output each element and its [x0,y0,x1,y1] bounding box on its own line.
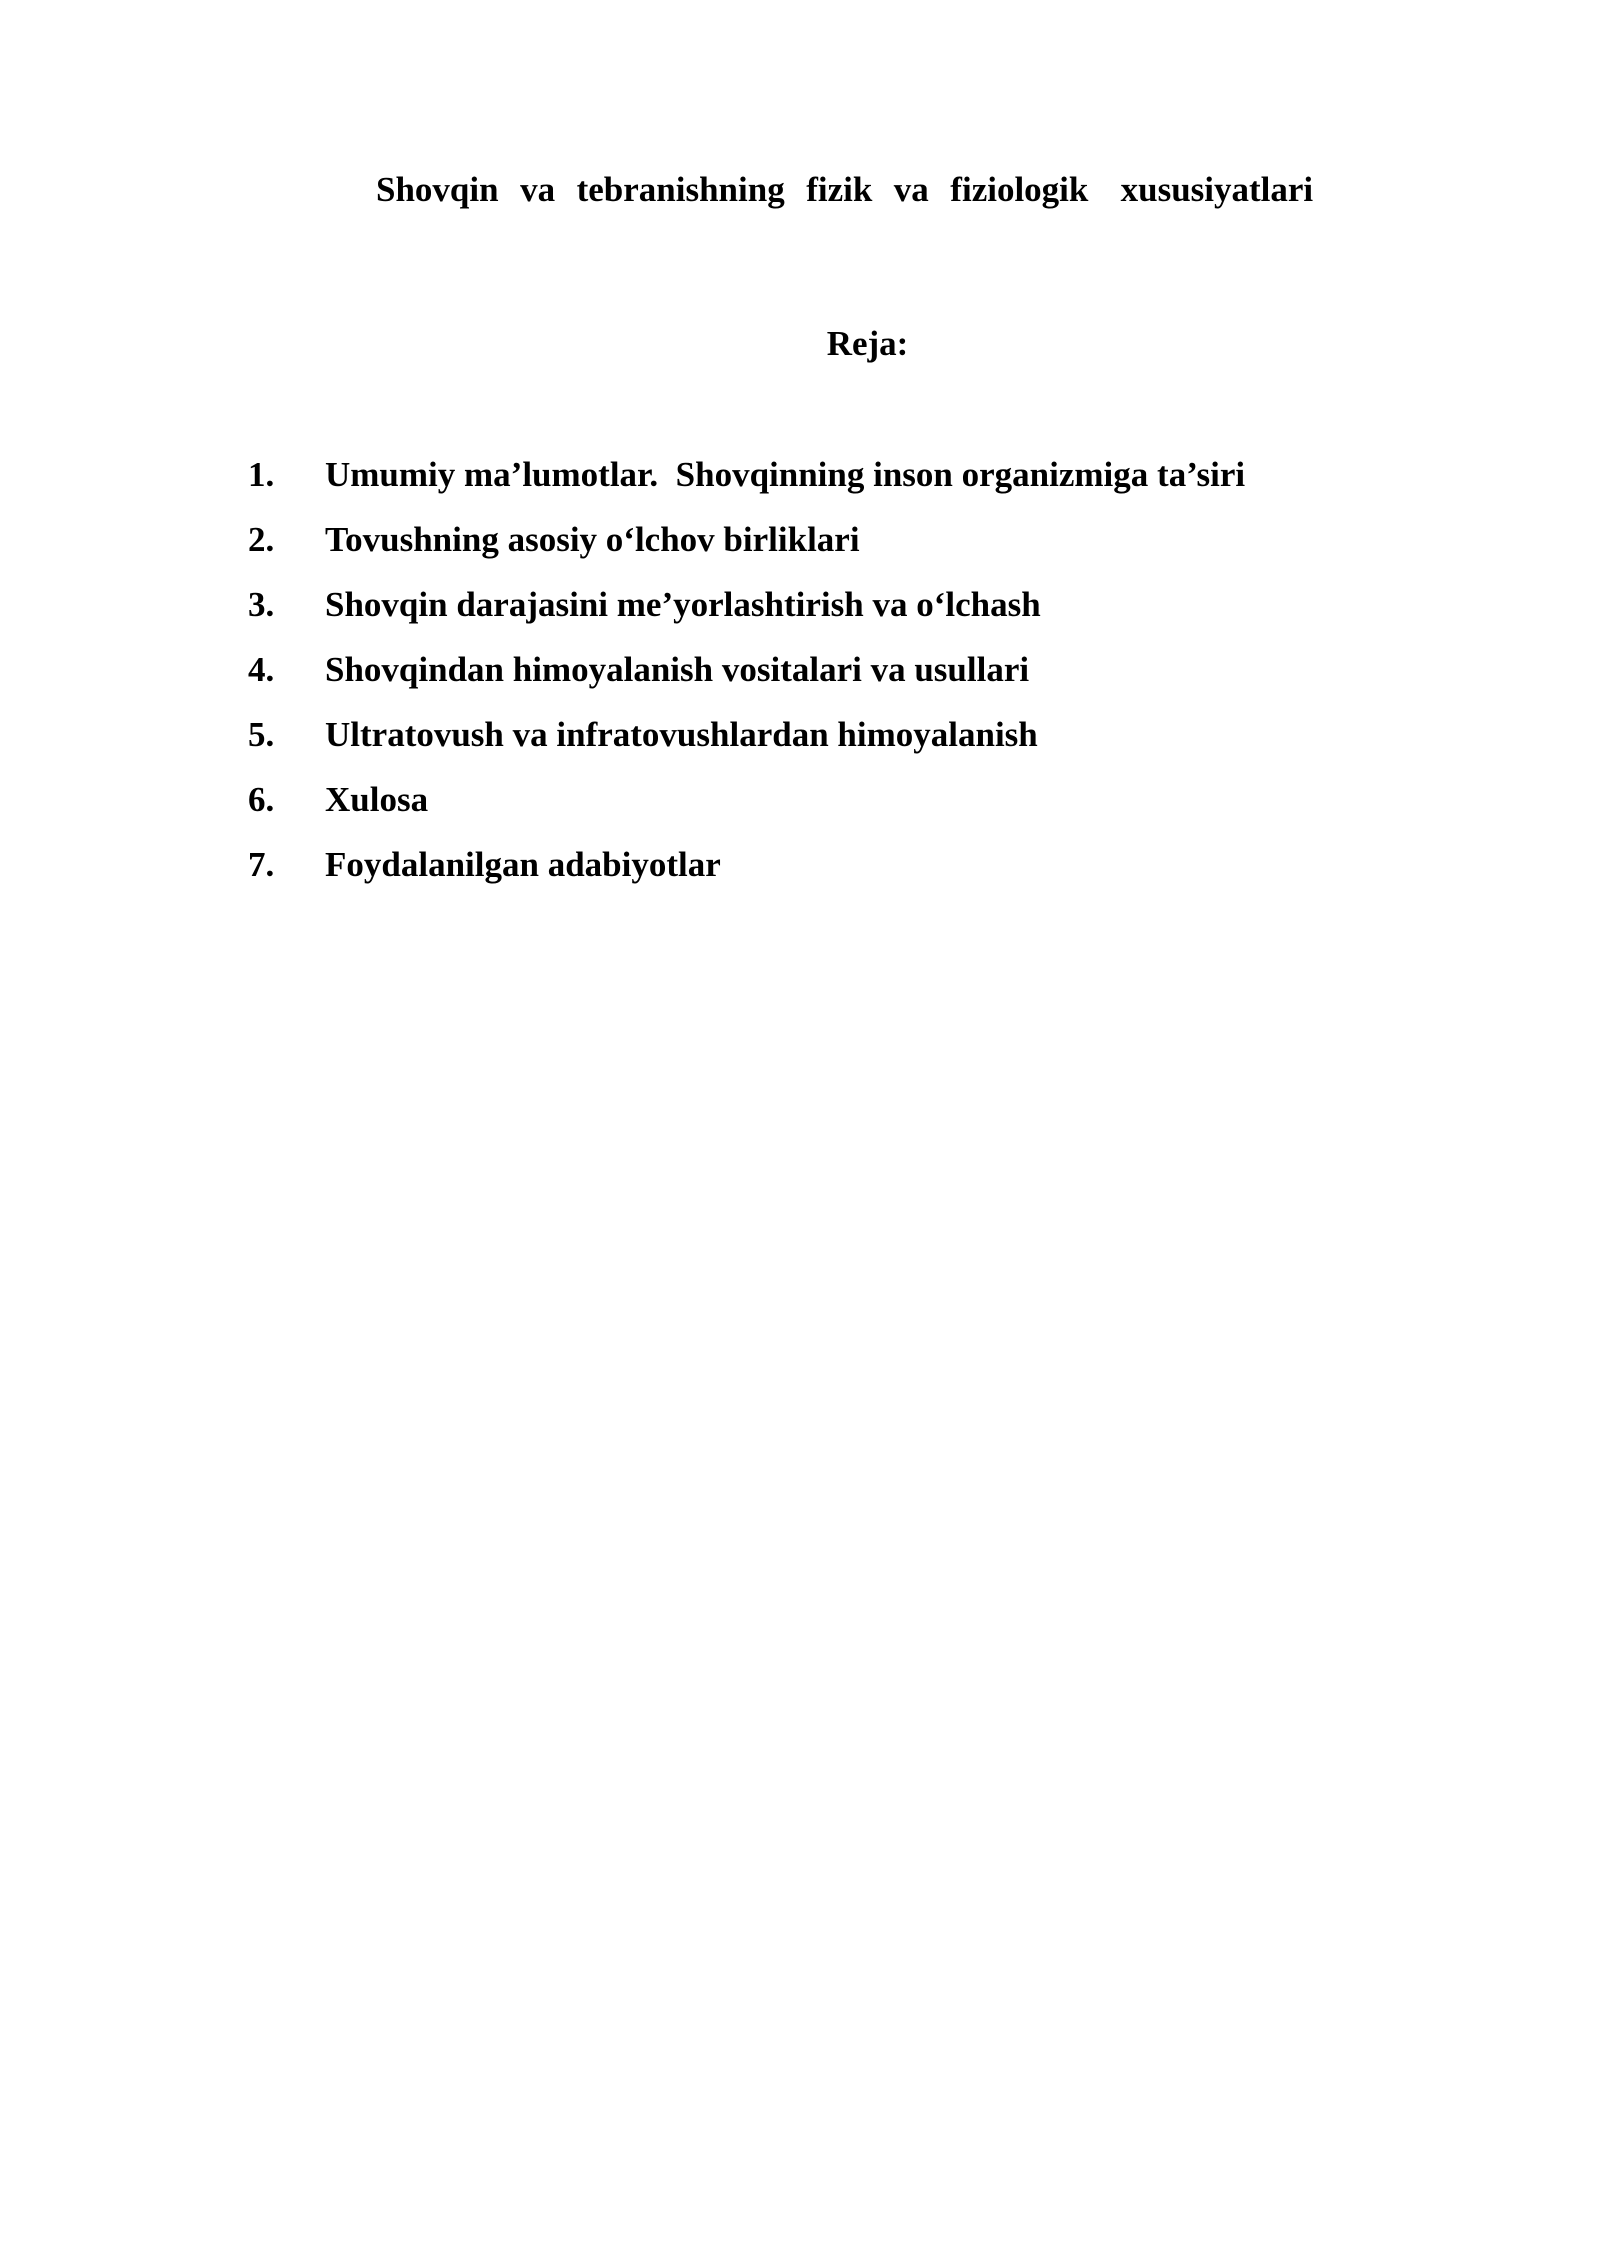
plan-item-number: 6. [248,780,275,819]
plan-item-7 [248,840,1245,905]
plan-item-3 [248,580,1245,645]
plan-item-5 [248,710,1245,775]
plan-item-text: Tovushning asosiy o‘lchov birliklari [325,520,860,559]
plan-list [248,450,1245,905]
plan-item-text: Umumiy ma’lumotlar. Shovqinning inson organizmiga ta’siri [325,455,1246,494]
plan-item-text: Ultratovush va infratovushlardan himoyalanish [325,715,1038,754]
plan-item-text: Shovqin darajasini me’yorlashtirish va o‘lchash [325,585,1041,624]
plan-item-text: Foydalanilgan adabiyotlar [325,845,721,884]
document-title: Shovqin va tebranishning fizik va fiziologik xususiyatlari [376,170,1314,209]
plan-item-6 [248,775,1245,840]
plan-item-4 [248,645,1245,710]
plan-item-text: Shovqindan himoyalanish vositalari va usullari [325,650,1030,689]
plan-item-number: 4. [248,650,275,689]
plan-item-number: 7. [248,845,275,884]
plan-item-number: 3. [248,585,275,624]
plan-item-number: 1. [248,455,275,494]
plan-item-2 [248,515,1245,580]
plan-item-number: 2. [248,520,275,559]
plan-item-text: Xulosa [325,780,429,819]
plan-heading: Reja: [826,324,909,363]
plan-item-1 [248,450,1245,515]
plan-item-number: 5. [248,715,275,754]
